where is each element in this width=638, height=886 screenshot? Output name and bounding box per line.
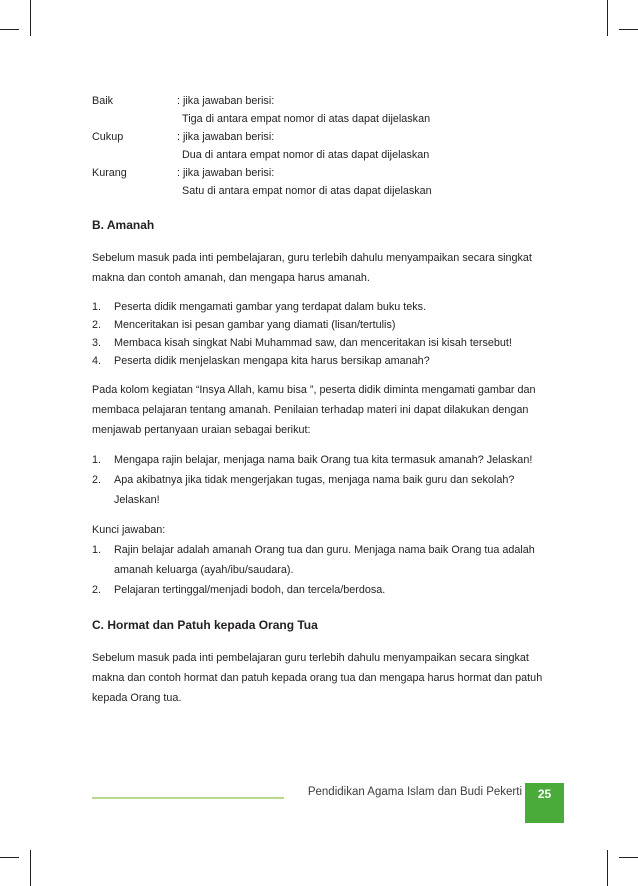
page-content — [92, 92, 562, 718]
footer-book-title: Pendidikan Agama Islam dan Budi Pekerti — [307, 786, 522, 798]
list-item — [92, 298, 562, 316]
list-item — [92, 580, 562, 600]
rubric-lead: : jika jawaban berisi: — [177, 167, 275, 179]
rubric-row — [92, 128, 562, 164]
section-c-intro: Sebelum masuk pada inti pembelajaran guru terlebih dahulu menyampaikan secara singkat makna dan contoh hormat dan patuh kepada orang tua dan mengapa harus hormat dan patuh kepada Orang tua. — [92, 652, 543, 704]
list-text: Mengapa rajin belajar, menjaga nama baik Orang tua kita termasuk amanah? Jelaskan! — [114, 454, 533, 466]
list-number: 1. — [92, 454, 102, 466]
list-item — [92, 470, 562, 510]
assessment-rubric — [92, 92, 562, 200]
crop-mark — [30, 0, 31, 36]
list-item — [92, 450, 562, 470]
page-number: 25 — [537, 787, 552, 801]
section-b-questions — [92, 450, 562, 510]
section-b-steps — [92, 298, 562, 370]
rubric-label: Kurang — [92, 167, 127, 179]
list-text: Peserta didik mengamati gambar yang terdapat dalam buku teks. — [114, 301, 427, 313]
crop-mark — [619, 857, 638, 858]
section-b-heading: B. Amanah — [92, 218, 155, 232]
crop-mark — [607, 850, 608, 886]
list-number: 3. — [92, 337, 102, 349]
list-item — [92, 352, 562, 370]
list-number: 2. — [92, 319, 102, 331]
rubric-desc: Dua di antara empat nomor di atas dapat dijelaskan — [182, 149, 430, 161]
page-number-badge — [525, 783, 564, 823]
rubric-body — [177, 128, 562, 164]
answer-key-list — [92, 540, 562, 600]
list-item — [92, 316, 562, 334]
rubric-lead: : jika jawaban berisi: — [177, 95, 275, 107]
crop-mark — [607, 0, 608, 36]
list-text: Menceritakan isi pesan gambar yang diamati (lisan/tertulis) — [114, 319, 396, 331]
list-text: Apa akibatnya jika tidak mengerjakan tugas, menjaga nama baik guru dan sekolah? Jelaskan! — [114, 474, 515, 506]
list-text: Membaca kisah singkat Nabi Muhammad saw, dan menceritakan isi kisah tersebut! — [114, 337, 512, 349]
list-number: 4. — [92, 355, 102, 367]
crop-mark — [0, 29, 19, 30]
rubric-label: Baik — [92, 95, 114, 107]
footer-rule — [92, 797, 284, 799]
crop-mark — [0, 857, 19, 858]
answer-key-title: Kunci jawaban: — [92, 524, 166, 536]
rubric-desc: Satu di antara empat nomor di atas dapat dijelaskan — [182, 185, 432, 197]
list-number: 2. — [92, 474, 102, 486]
list-text: Peserta didik menjelaskan mengapa kita harus bersikap amanah? — [114, 355, 430, 367]
rubric-body — [177, 92, 562, 128]
rubric-label: Cukup — [92, 131, 124, 143]
list-item — [92, 540, 562, 580]
list-number: 2. — [92, 584, 102, 596]
rubric-body — [177, 164, 562, 200]
section-c-heading: C. Hormat dan Patuh kepada Orang Tua — [92, 618, 318, 632]
rubric-desc: Tiga di antara empat nomor di atas dapat dijelaskan — [182, 113, 431, 125]
rubric-lead: : jika jawaban berisi: — [177, 131, 275, 143]
rubric-row — [92, 92, 562, 128]
section-b-activity: Pada kolom kegiatan “Insya Allah, kamu bisa ”, peserta didik diminta mengamati gambar dan membaca pelajaran tentang amanah. Penilaian terhadap materi ini dapat dilakukan dengan menjawab pertanyaan uraian sebagai berikut: — [92, 384, 536, 436]
rubric-row — [92, 164, 562, 200]
list-text: Rajin belajar adalah amanah Orang tua dan guru. Menjaga nama baik Orang tua adalah amanah keluarga (ayah/ibu/saudara). — [114, 544, 535, 576]
crop-mark — [619, 29, 638, 30]
section-b-intro: Sebelum masuk pada inti pembelajaran, guru terlebih dahulu menyampaikan secara singkat makna dan contoh amanah, dan mengapa harus amanah. — [92, 252, 532, 284]
list-item — [92, 334, 562, 352]
crop-mark — [30, 850, 31, 886]
list-text: Pelajaran tertinggal/menjadi bodoh, dan tercela/berdosa. — [114, 584, 386, 596]
list-number: 1. — [92, 544, 102, 556]
list-number: 1. — [92, 301, 102, 313]
